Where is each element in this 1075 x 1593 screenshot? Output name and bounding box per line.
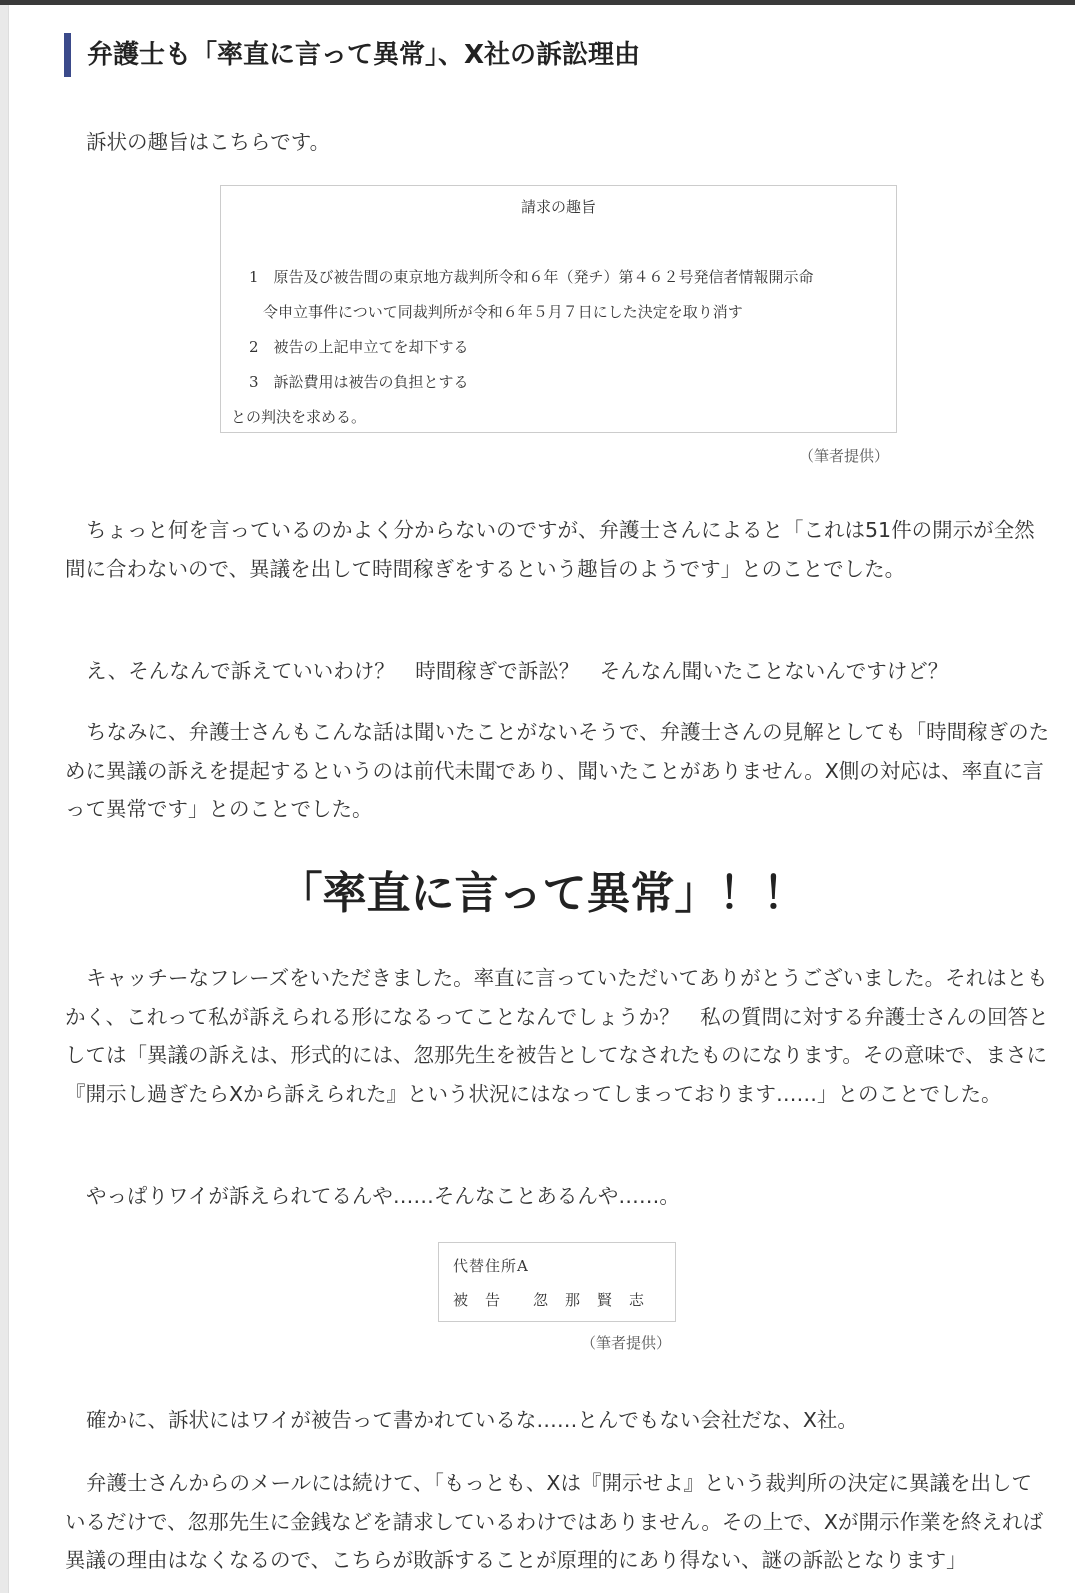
paragraph: 確かに、訴状にはワイが被告って書かれているな……とんでもない会社だな、X社。 (86, 1408, 858, 1432)
defendant-document-image (438, 1242, 676, 1322)
image-caption: （筆者提供） (581, 1334, 672, 1352)
document-line: 2 被告の上記申立てを却下する (249, 338, 469, 356)
document-line: 被 告 忽 那 賢 志 (453, 1291, 646, 1309)
image-caption: （筆者提供） (799, 447, 890, 465)
paragraph: やっぱりワイが訴えられてるんや……そんなことあるんや……。 (86, 1184, 680, 1208)
paragraph: ちなみに、弁護士さんもこんな話は聞いたことがないそうで、弁護士さんの見解としても「時間稼ぎのために異議の訴えを提起するというのは前代未聞であり、聞いたことがありません。X側の対応は、率直に言って異常です」とのことでした。 (65, 720, 1050, 821)
paragraph: キャッチーなフレーズをいただきました。率直に言っていただいてありがとうございました。それはともかく、これって私が訴えられる形になるってことなんでしょうか？ 私の質問に対する弁護士さんの回答としては「異議の訴えは、形式的には、忽那先生を被告としてなされたものになります。その意味で、まさに『開示し過ぎたらXから訴えられた』という状況にはなってしまっております……」とのことでした。 (65, 966, 1049, 1106)
document-line: との判決を求める。 (231, 408, 367, 426)
paragraph: え、そんなんで訴えていいわけ？ 時間稼ぎで訴訟？ そんなん聞いたことないんですけど？ (86, 659, 949, 683)
document-line: 3 訴訟費用は被告の負担とする (249, 373, 469, 391)
intro-paragraph: 訴状の趣旨はこちらです。 (86, 130, 331, 154)
article-page (8, 5, 1075, 1593)
document-line: 代替住所A (453, 1257, 529, 1275)
document-line: 1 原告及び被告間の東京地方裁判所令和６年（発チ）第４６２号発信者情報開示命 (249, 268, 814, 286)
document-line: 令申立事件について同裁判所が令和６年５月７日にした決定を取り消す (263, 303, 743, 321)
complaint-document-image (220, 185, 897, 433)
paragraph: 弁護士さんからのメールには続けて、「もっとも、Xは『開示せよ』という裁判所の決定に異議を出しているだけで、忽那先生に金銭などを請求しているわけではありません。その上で、Xが開示作業を終えれば異議の理由はなくなるので、こちらが敗訴することが原理的にあり得ない、謎の訴訟となります」 (65, 1471, 1043, 1572)
document-title: 請求の趣旨 (520, 198, 596, 216)
emphasis-quote: 「率直に言って異常」！！ (278, 868, 807, 919)
paragraph: ちょっと何を言っているのかよく分からないのですが、弁護士さんによると「これは51件の開示が全然間に合わないので、異議を出して時間稼ぎをするという趣旨のようです」とのことでした。 (65, 518, 1035, 581)
section-heading: 弁護士も「率直に言って異常」、X社の訴訟理由 (64, 33, 640, 77)
